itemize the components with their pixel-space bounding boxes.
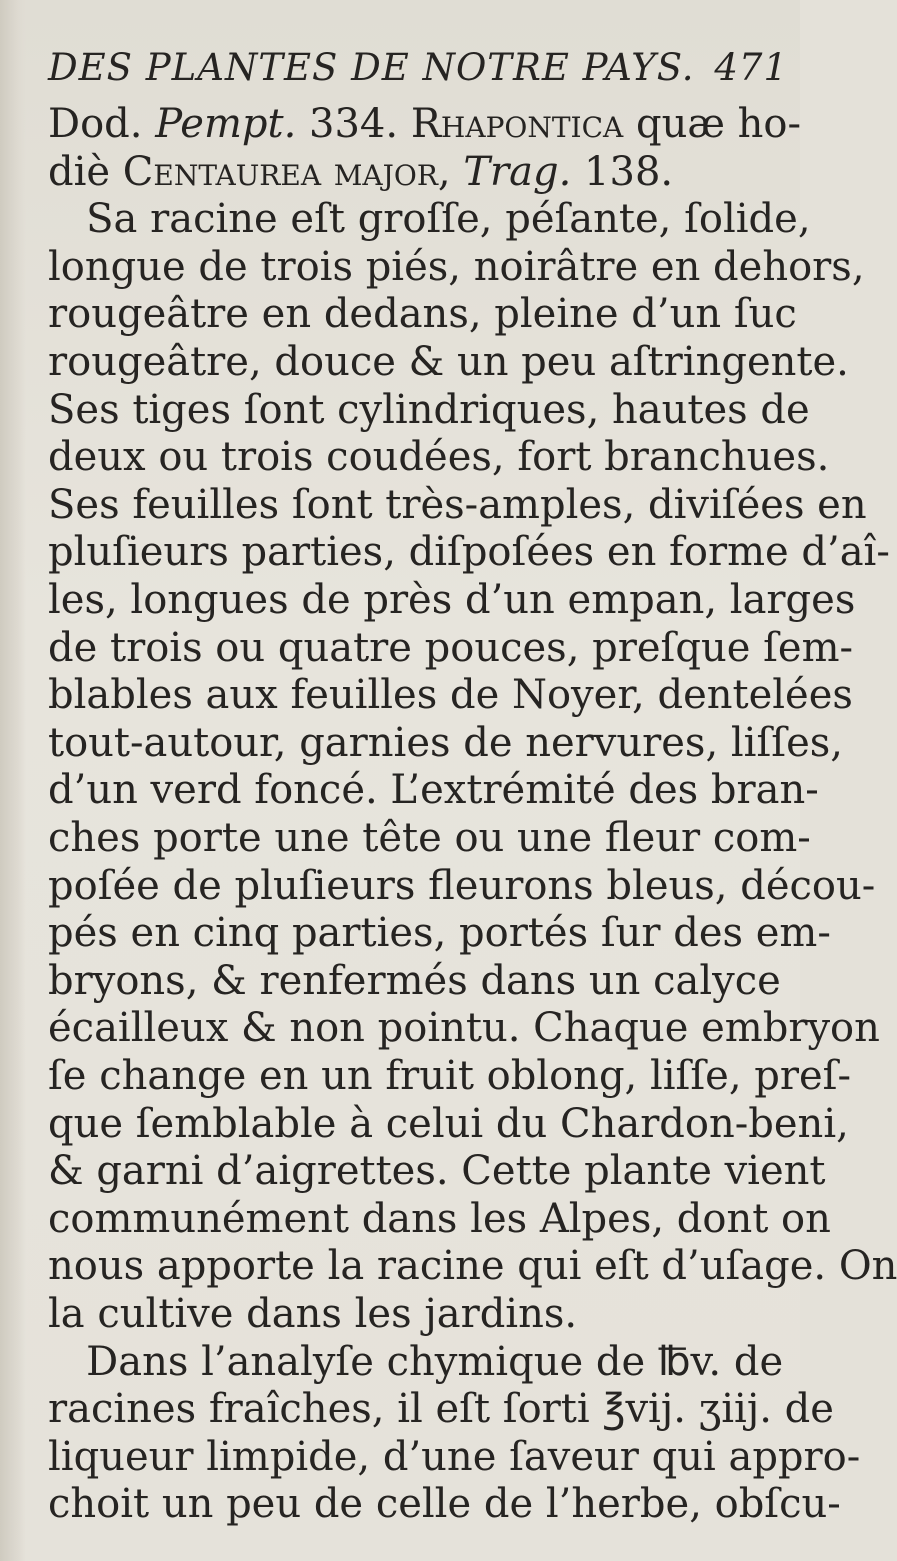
page-number: 471 [714, 46, 788, 89]
text-run: longue de trois piés, noirâtre en dehors, [48, 243, 865, 290]
text-run: nous apporte la racine qui eſt d’uſage. On [48, 1243, 897, 1290]
text-line [48, 479, 867, 531]
text-run: rougeâtre en dedans, pleine d’un ſuc [48, 291, 797, 338]
italic-run: Trag. [463, 148, 572, 195]
text-line [48, 1383, 834, 1435]
text-run: Dod. [48, 101, 156, 147]
text-line [48, 1145, 826, 1197]
text-line [48, 812, 811, 864]
text-run: Sa racine eſt groſſe, péſante, ſolide, [48, 196, 811, 243]
text-run: quæ ho- [623, 101, 802, 147]
text-run: & garni d’aigrettes. Cette plante vient [48, 1148, 826, 1195]
text-line [48, 193, 811, 245]
text-run: ches porte une tête ou une fleur com- [48, 815, 811, 861]
text-line [48, 907, 831, 959]
text-line [48, 1050, 851, 1102]
text-run: 138. [571, 148, 674, 195]
text-run: les, longues de près d’un empan, larges [48, 577, 856, 623]
small-caps-run: Rhapontica [410, 101, 624, 147]
text-run: pés en cinq parties, portés ſur des em- [48, 910, 831, 957]
text-line [48, 1098, 849, 1150]
text-run: tout-autour, garnies de nervures, liſſes, [48, 719, 843, 766]
text-line [48, 146, 788, 198]
text-run: , [437, 148, 464, 195]
text-line [48, 1336, 788, 1388]
text-run: Dans l’analyſe chymique de ℔v. de [48, 1338, 784, 1385]
italic-run: Pempt. [155, 101, 297, 147]
text-run: de trois ou quatre pouces, preſque ſem- [48, 624, 854, 671]
text-line [48, 955, 788, 1007]
text-line [48, 669, 853, 721]
text-line [48, 241, 865, 293]
text-line [48, 1193, 831, 1245]
text-line [48, 1002, 880, 1054]
text-run: rougeâtre, douce & un peu aſtringente. [48, 339, 849, 385]
text-line [48, 288, 797, 340]
text-run: choit un peu de celle de l’herbe, obſcu- [48, 1481, 841, 1528]
text-line [48, 1240, 897, 1292]
text-run: la cultive dans les jardins. [48, 1291, 578, 1337]
text-run: d’un verd foncé. L’extrémité des bran- [48, 767, 819, 814]
text-line [48, 717, 843, 769]
text-run: bryons, & renfermés dans un calyce [48, 957, 781, 1004]
text-line [48, 1478, 841, 1530]
text-line [48, 574, 856, 626]
running-title: DES PLANTES DE NOTRE PAYS. [48, 46, 695, 89]
text-run: pluſieurs parties, diſpoſées en forme d’aî- [48, 529, 890, 576]
text-run: deux ou trois coudées, fort branchues. [48, 434, 830, 481]
text-line [48, 431, 830, 483]
text-run: 334. [296, 101, 411, 147]
text-run: poſée de pluſieurs fleurons bleus, décou- [48, 862, 876, 909]
text-run: que ſemblable à celui du Chardon-beni, [48, 1100, 849, 1147]
text-line [48, 98, 802, 150]
text-line [48, 1431, 861, 1483]
text-run: Ses feuilles ſont très-amples, diviſées en [48, 481, 867, 528]
text-run: blables aux feuilles de Noyer, dentelées [48, 672, 853, 719]
small-caps-run: Centaurea major [122, 148, 438, 195]
text-run: ſe change en un fruit oblong, liſſe, preſ- [48, 1053, 851, 1099]
text-line [48, 384, 810, 436]
text-run: Ses tiges ſont cylindriques, hautes de [48, 386, 810, 433]
text-run: écailleux & non pointu. Chaque embryon [48, 1005, 880, 1052]
text-line [48, 336, 849, 388]
text-line [48, 1288, 788, 1340]
text-run: diè [48, 148, 123, 195]
text-run: racines fraîches, il eſt ſorti ℥vij. ʒiij. de [48, 1386, 834, 1433]
text-line [48, 860, 876, 912]
page-gutter-shadow [0, 0, 26, 1561]
text-line [48, 526, 890, 578]
text-line [48, 622, 854, 674]
text-run: liqueur limpide, d’une ſaveur qui appro- [48, 1433, 861, 1480]
running-header [48, 40, 788, 96]
text-line [48, 764, 819, 816]
text-run: communément dans les Alpes, dont on [48, 1195, 831, 1242]
